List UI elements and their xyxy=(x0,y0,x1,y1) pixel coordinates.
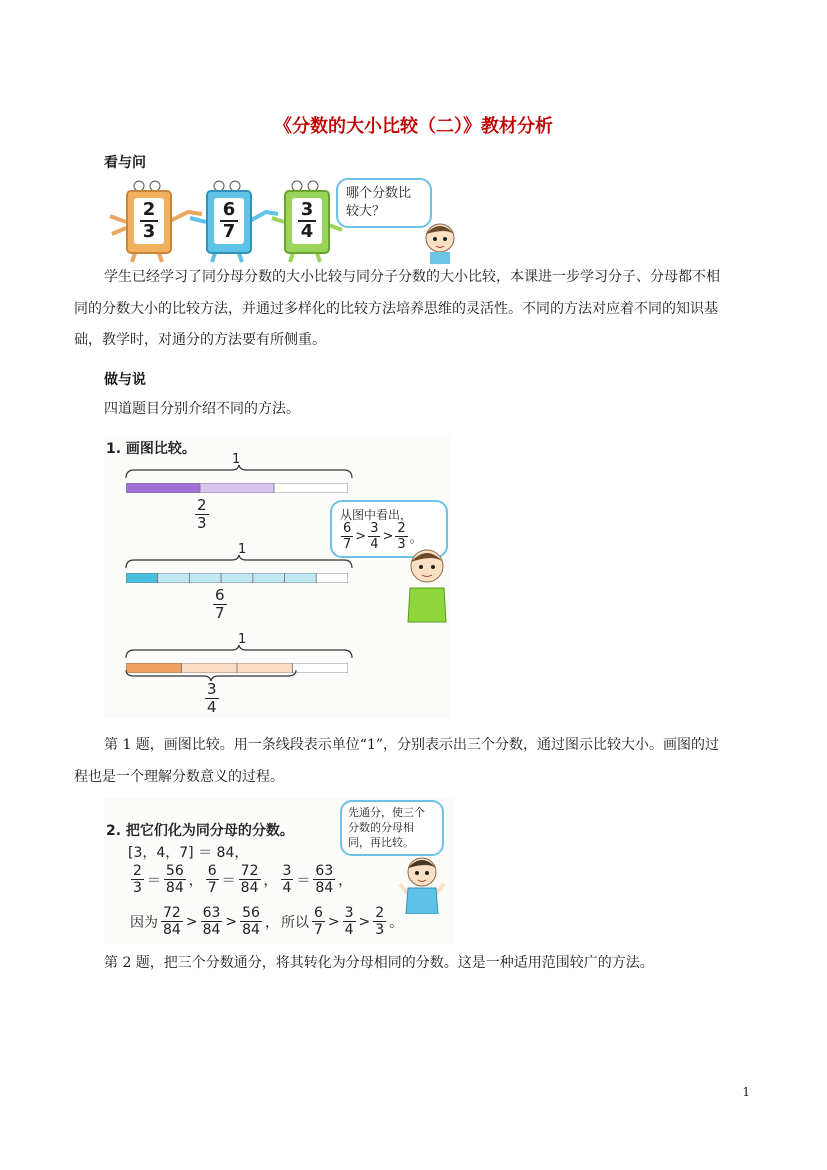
paragraph-intro xyxy=(74,262,764,357)
bar-label-3-4 xyxy=(204,682,220,715)
bubble-text-line2: 分数的分母相 xyxy=(348,821,414,834)
period-mark: 。 xyxy=(409,531,423,546)
fraction-cards-illustration xyxy=(106,178,466,264)
frac-denominator: 84 xyxy=(165,880,184,896)
bubble-text-line1: 先通分，使三个 xyxy=(348,806,425,819)
fraction-card-3-4 xyxy=(284,190,330,254)
card-numerator: 2 xyxy=(140,200,159,222)
frac-numerator: 2 xyxy=(197,496,207,514)
document-title: 《分数的大小比较（二）》教材分析 xyxy=(274,116,553,137)
paragraph-line: 第 1 题，画图比较。用一条线段表示单位“1”，分别表示出三个分数，通过图示比较大小。画图的过 xyxy=(104,737,720,753)
equals-sign: ＝ xyxy=(146,872,161,889)
bar-segment-empty xyxy=(316,573,348,583)
bar-segment-filled xyxy=(285,573,317,583)
paragraph-figure1 xyxy=(74,730,764,793)
paragraph-figure2: 第 2 题，把三个分数通分，将其转化为分母相同的分数。这是一种适用范围较广的方法。 xyxy=(104,955,654,971)
bar-segment-filled xyxy=(253,573,285,583)
unit-label: 1 xyxy=(238,632,247,647)
comma-mark: ， xyxy=(188,872,203,889)
frac-denominator: 84 xyxy=(163,922,181,938)
frac-numerator: 2 xyxy=(375,905,385,921)
equals-sign: ＝ xyxy=(296,872,311,889)
fraction-bar-6-7 xyxy=(126,568,348,578)
figure1-caption: 1. 画图比较。 xyxy=(106,441,196,457)
paragraph-line: 础，教学时，对通分的方法要有所侧重。 xyxy=(74,332,326,348)
paragraph-line: 程也是一个理解分数意义的过程。 xyxy=(74,768,284,785)
frac-denominator: 7 xyxy=(313,922,323,938)
frac-numerator: 3 xyxy=(207,680,217,698)
frac-numerator: 3 xyxy=(344,905,354,921)
bar-segment-filled xyxy=(126,573,158,583)
because-word: 因为 xyxy=(130,914,158,931)
card-numerator: 6 xyxy=(220,200,239,222)
frac-numerator: 6 xyxy=(313,905,323,921)
frac-denominator: 84 xyxy=(202,922,221,938)
frac-numerator: 72 xyxy=(240,863,259,879)
page-number: 1 xyxy=(742,1085,750,1099)
frac-numerator: 6 xyxy=(215,586,225,604)
boy-avatar-icon xyxy=(418,218,464,264)
greater-than-sign: > xyxy=(327,913,340,930)
bar-segment-filled xyxy=(189,573,221,583)
boy-figure-icon xyxy=(396,854,448,914)
bar-label-2-3 xyxy=(194,498,210,531)
frac-denominator: 7 xyxy=(343,537,352,552)
so-word: 所以 xyxy=(280,914,309,931)
frac-denominator: 4 xyxy=(370,537,379,552)
bar-segment-filled xyxy=(126,483,200,493)
paragraph-line: 同的分数大小的比较方法，并通过多样化的比较方法培养思维的灵活性。不同的方法对应着不同的知识基 xyxy=(74,300,718,317)
frac-numerator: 56 xyxy=(165,863,184,879)
lcm-line: [3，4，7] ＝ 84， xyxy=(128,845,249,861)
bar-segment-filled xyxy=(200,483,274,493)
bubble-text-line1: 哪个分数比 xyxy=(346,186,412,201)
card-denominator: 3 xyxy=(142,221,156,242)
boy-figure-icon xyxy=(404,544,450,624)
section-intro-text: 四道题目分别介绍不同的方法。 xyxy=(104,401,300,417)
frac-numerator: 63 xyxy=(315,863,334,879)
greater-than-sign: > xyxy=(382,529,394,544)
bubble-text-line1: 从图中看出， xyxy=(340,508,413,522)
bubble-text-line3: 同，再比较。 xyxy=(348,836,414,849)
period-mark: 。 xyxy=(389,914,404,931)
figure-common-denominator xyxy=(104,798,454,944)
frac-numerator: 72 xyxy=(163,905,181,921)
unit-label: 1 xyxy=(232,452,241,467)
frac-denominator: 7 xyxy=(207,880,217,896)
greater-than-sign: > xyxy=(355,529,367,544)
frac-numerator: 3 xyxy=(282,863,292,879)
card-denominator: 7 xyxy=(222,221,236,242)
frac-denominator: 4 xyxy=(344,922,354,938)
equals-sign: ＝ xyxy=(221,872,236,889)
comma-mark: ， xyxy=(263,872,278,889)
frac-denominator: 84 xyxy=(242,922,260,938)
bar-segment-filled xyxy=(158,573,190,583)
figure2-caption: 2. 把它们化为同分母的分数。 xyxy=(106,823,294,839)
bar-svg xyxy=(126,573,348,583)
section-heading-look-ask: 看与问 xyxy=(104,155,146,171)
fraction-card-2-3 xyxy=(126,190,172,254)
frac-denominator: 84 xyxy=(315,880,334,896)
bar-segment-empty xyxy=(274,483,348,493)
figure-draw-compare xyxy=(104,436,450,718)
comma-mark: ， xyxy=(338,872,353,889)
frac-numerator: 2 xyxy=(133,863,142,879)
frac-denominator: 4 xyxy=(282,880,292,896)
paragraph-line: 学生已经学习了同分母分数的大小比较与同分子分数的大小比较，本课进一步学习分子、分母都不相 xyxy=(104,269,720,285)
fraction-bar-3-4 xyxy=(126,658,348,668)
frac-numerator: 2 xyxy=(397,521,406,536)
card-numerator: 3 xyxy=(298,200,317,222)
frac-numerator: 6 xyxy=(343,521,352,536)
comparison-row xyxy=(130,906,403,937)
fraction-bar-2-3 xyxy=(126,478,348,488)
frac-numerator: 3 xyxy=(370,521,379,536)
bar-segment-filled xyxy=(221,573,253,583)
speech-bubble-common-denominator xyxy=(340,800,444,856)
greater-than-sign: > xyxy=(225,913,238,930)
card-denominator: 4 xyxy=(300,221,314,242)
comma-mark: ， xyxy=(264,914,279,931)
greater-than-sign: > xyxy=(358,913,371,930)
fraction-card-6-7 xyxy=(206,190,252,254)
greater-than-sign: > xyxy=(185,913,198,930)
frac-denominator: 4 xyxy=(207,698,217,716)
frac-numerator: 6 xyxy=(207,863,217,879)
section-heading-do-say: 做与说 xyxy=(104,372,146,388)
bar-svg xyxy=(126,483,348,493)
unit-label: 1 xyxy=(238,542,247,557)
frac-denominator: 3 xyxy=(397,537,406,552)
frac-denominator: 3 xyxy=(375,922,385,938)
frac-denominator: 3 xyxy=(133,880,142,896)
frac-denominator: 7 xyxy=(215,604,225,622)
frac-denominator: 3 xyxy=(197,514,207,532)
frac-numerator: 63 xyxy=(202,905,221,921)
bubble-text-line2: 较大？ xyxy=(346,204,386,219)
frac-denominator: 84 xyxy=(240,880,259,896)
bar-label-6-7 xyxy=(212,588,228,621)
frac-numerator: 56 xyxy=(242,905,260,921)
equivalent-fractions-row xyxy=(130,864,352,895)
